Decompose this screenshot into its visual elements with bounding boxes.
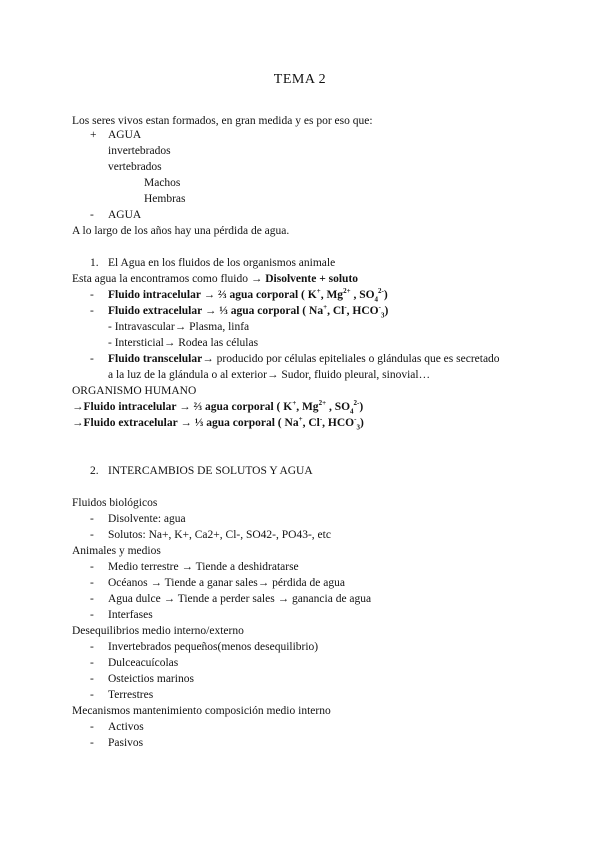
list-item: Hembras bbox=[144, 193, 186, 205]
list-item: Activos bbox=[108, 721, 144, 733]
list-item: Machos bbox=[144, 177, 181, 189]
list-marker: - bbox=[90, 673, 94, 685]
section-heading: INTERCAMBIOS DE SOLUTOS Y AGUA bbox=[108, 465, 313, 477]
list-marker: - bbox=[90, 513, 94, 525]
list-item: Interfases bbox=[108, 609, 153, 621]
list-item: Pasivos bbox=[108, 737, 144, 749]
subheading: ORGANISMO HUMANO bbox=[72, 385, 197, 397]
list-item: AGUA bbox=[108, 129, 142, 141]
list-item: Medio terrestre → Tiende a deshidratarse bbox=[108, 561, 299, 573]
list-item: Invertebrados pequeños(menos desequilibrio) bbox=[108, 641, 319, 653]
list-marker: - bbox=[90, 657, 94, 669]
list-item: invertebrados bbox=[108, 145, 171, 157]
list-subitem: - Intravascular→ Plasma, linfa bbox=[108, 321, 250, 333]
section-number: 2. bbox=[90, 465, 99, 477]
page-title: TEMA 2 bbox=[273, 72, 327, 87]
section-number: 1. bbox=[90, 257, 99, 269]
list-marker: - bbox=[90, 529, 94, 541]
oh-extracelular: →Fluido extracelular → ⅓ agua corporal ( Na+, Cl-, $HCO^-_3$) bbox=[72, 415, 364, 432]
list-marker: - bbox=[90, 593, 94, 605]
list-item: Osteictios marinos bbox=[108, 673, 194, 685]
list-marker: - bbox=[90, 561, 94, 573]
list-marker: - bbox=[90, 641, 94, 653]
subheading: Mecanismos mantenimiento composición medio interno bbox=[72, 705, 331, 717]
list-item: AGUA bbox=[108, 209, 142, 221]
list-item: Solutos: Na+, K+, Ca2+, Cl-, SO42-, PO43-, etc bbox=[108, 529, 331, 541]
paragraph: A lo largo de los años hay una pérdida de agua. bbox=[72, 225, 290, 237]
intro-paragraph: Los seres vivos estan formados, en gran medida y es por eso que: bbox=[72, 115, 373, 127]
list-marker: - bbox=[90, 721, 94, 733]
list-item: Océanos → Tiende a ganar sales→ pérdida de agua bbox=[108, 577, 345, 589]
list-item: Agua dulce → Tiende a perder sales → ganancia de agua bbox=[108, 593, 372, 605]
list-item-continuation: a la luz de la glándula o al exterior→ Sudor, fluido pleural, sinovial… bbox=[108, 369, 431, 381]
list-item: Dulceacuícolas bbox=[108, 657, 179, 669]
list-marker: - bbox=[90, 289, 94, 301]
section-heading: El Agua en los fluidos de los organismos animale bbox=[108, 257, 336, 269]
list-item: Disolvente: agua bbox=[108, 513, 186, 525]
list-item-extracelular: Fluido extracelular → ⅓ agua corporal ( Na+, Cl-, $HCO^-_3$) bbox=[108, 303, 389, 320]
list-subitem: - Intersticial→ Rodea las células bbox=[108, 337, 259, 349]
list-marker: - bbox=[90, 353, 94, 365]
list-marker: - bbox=[90, 305, 94, 317]
list-marker: - bbox=[90, 609, 94, 621]
subheading: Fluidos biológicos bbox=[72, 497, 158, 509]
paragraph: Esta agua la encontramos como fluido → Disolvente + soluto bbox=[72, 273, 359, 285]
list-marker: + bbox=[90, 129, 97, 141]
list-item-intracelular: Fluido intracelular → ⅔ agua corporal ( K+, $Mg^{2+}$ , $SO_4^{2-}$) bbox=[108, 287, 388, 304]
list-marker: - bbox=[90, 577, 94, 589]
list-item: Terrestres bbox=[108, 689, 154, 701]
subheading: Desequilibrios medio interno/externo bbox=[72, 625, 244, 637]
list-marker: - bbox=[90, 209, 94, 221]
oh-intracelular: →Fluido intracelular → ⅔ agua corporal ( K+, $Mg^{2+}$ , $SO_4^{2-}$) bbox=[72, 399, 364, 416]
list-item: vertebrados bbox=[108, 161, 162, 173]
list-marker: - bbox=[90, 689, 94, 701]
list-marker: - bbox=[90, 737, 94, 749]
subheading: Animales y medios bbox=[72, 545, 161, 557]
list-item-transcelular: Fluido transcelular→ producido por células epiteliales o glándulas que es secretado bbox=[108, 353, 500, 365]
